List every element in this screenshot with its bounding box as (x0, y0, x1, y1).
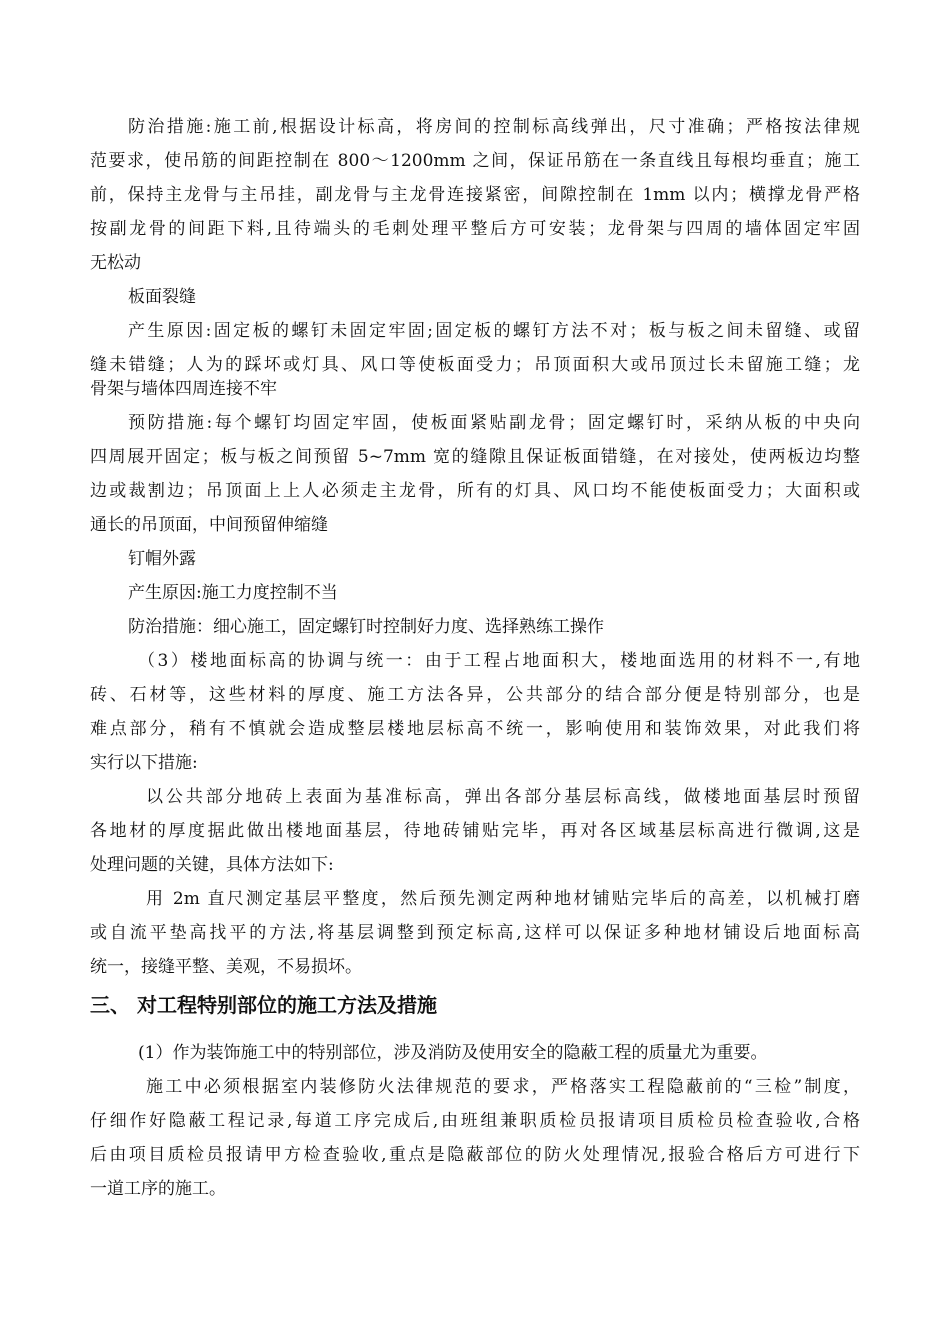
paragraph-line: 前，保持主龙骨与主吊挂，副龙骨与主龙骨连接紧密，间隙控制在 1mm 以内；横撑龙骨严格 (90, 185, 860, 205)
subheading-line: 钉帽外露 (128, 549, 196, 569)
paragraph-line: 后由项目质检员报请甲方检查验收,重点是隐蔽部位的防火处理情况,报验合格后方可进行下 (90, 1145, 860, 1165)
paragraph-line: 预防措施:每个螺钉均固定牢固，使板面紧贴副龙骨；固定螺钉时，采纳从板的中央向 (128, 413, 860, 433)
paragraph-line: 统一，接缝平整、美观，不易损坏。 (90, 957, 362, 977)
paragraph-line: 各地材的厚度据此做出楼地面基层，待地砖铺贴完毕，再对各区域基层标高进行微调,这是 (90, 821, 860, 841)
paragraph-line: 边或裁割边；吊顶面上上人必须走主龙骨，所有的灯具、风口均不能使板面受力；大面积或 (90, 481, 860, 501)
paragraph-line: 缝未错缝；人为的踩坏或灯具、风口等使板面受力；吊顶面积大或吊顶过长未留施工缝；龙 (90, 355, 860, 375)
paragraph-line: 四周展开固定；板与板之间预留 5~7mm 宽的缝隙且保证板面错缝，在对接处，使两板边均整 (90, 447, 860, 467)
paragraph-line: 用 2m 直尺测定基层平整度，然后预先测定两种地材铺贴完毕后的高差，以机械打磨 (146, 889, 860, 909)
paragraph-line: 通长的吊顶面，中间预留伸缩缝 (90, 515, 328, 535)
paragraph-line: 砖、石材等，这些材料的厚度、施工方法各异，公共部分的结合部分便是特别部分，也是 (90, 685, 860, 705)
paragraph-line: 无松动 (90, 253, 141, 273)
paragraph-line: (1）作为装饰施工中的特别部位，涉及消防及使用安全的隐蔽工程的质量尤为重要。 (138, 1043, 768, 1063)
paragraph-line: 实行以下措施: (90, 753, 198, 773)
paragraph-line: 产生原因:施工力度控制不当 (128, 583, 338, 603)
paragraph-line: 难点部分，稍有不慎就会造成整层楼地层标高不统一，影响使用和装饰效果，对此我们将 (90, 719, 860, 739)
paragraph-line: 防治措施：细心施工，固定螺钉时控制好力度、选择熟练工操作 (128, 617, 604, 637)
paragraph-line: 防治措施:施工前,根据设计标高，将房间的控制标高线弹出，尺寸准确；严格按法律规 (128, 117, 860, 137)
paragraph-line: 或自流平垫高找平的方法,将基层调整到预定标高,这样可以保证多种地材铺设后地面标高 (90, 923, 860, 943)
paragraph-line: 仔细作好隐蔽工程记录,每道工序完成后,由班组兼职质检员报请项目质检员检查验收,合格 (90, 1111, 860, 1131)
paragraph-line: 施工中必须根据室内装修防火法律规范的要求，严格落实工程隐蔽前的“三检”制度， (146, 1077, 860, 1097)
section-heading: 三、 对工程特别部位的施工方法及措施 (90, 993, 437, 1017)
paragraph-line: 处理问题的关键，具体方法如下: (90, 855, 334, 875)
subheading-line: 板面裂缝 (128, 287, 196, 307)
paragraph-line: 范要求，使吊筋的间距控制在 800～1200mm 之间，保证吊筋在一条直线且每根均垂直；施工 (90, 151, 860, 171)
paragraph-line: 骨架与墙体四周连接不牢 (90, 379, 277, 399)
paragraph-line: 一道工序的施工。 (90, 1179, 226, 1199)
paragraph-line: 以公共部分地砖上表面为基准标高，弹出各部分基层标高线，做楼地面基层时预留 (146, 787, 860, 807)
paragraph-line: 产生原因:固定板的螺钉未固定牢固;固定板的螺钉方法不对；板与板之间未留缝、或留 (128, 321, 860, 341)
paragraph-line: 按副龙骨的间距下料,且待端头的毛刺处理平整后方可安装；龙骨架与四周的墙体固定牢固 (90, 219, 860, 239)
paragraph-line: （3）楼地面标高的协调与统一：由于工程占地面积大，楼地面选用的材料不一,有地 (138, 651, 860, 671)
